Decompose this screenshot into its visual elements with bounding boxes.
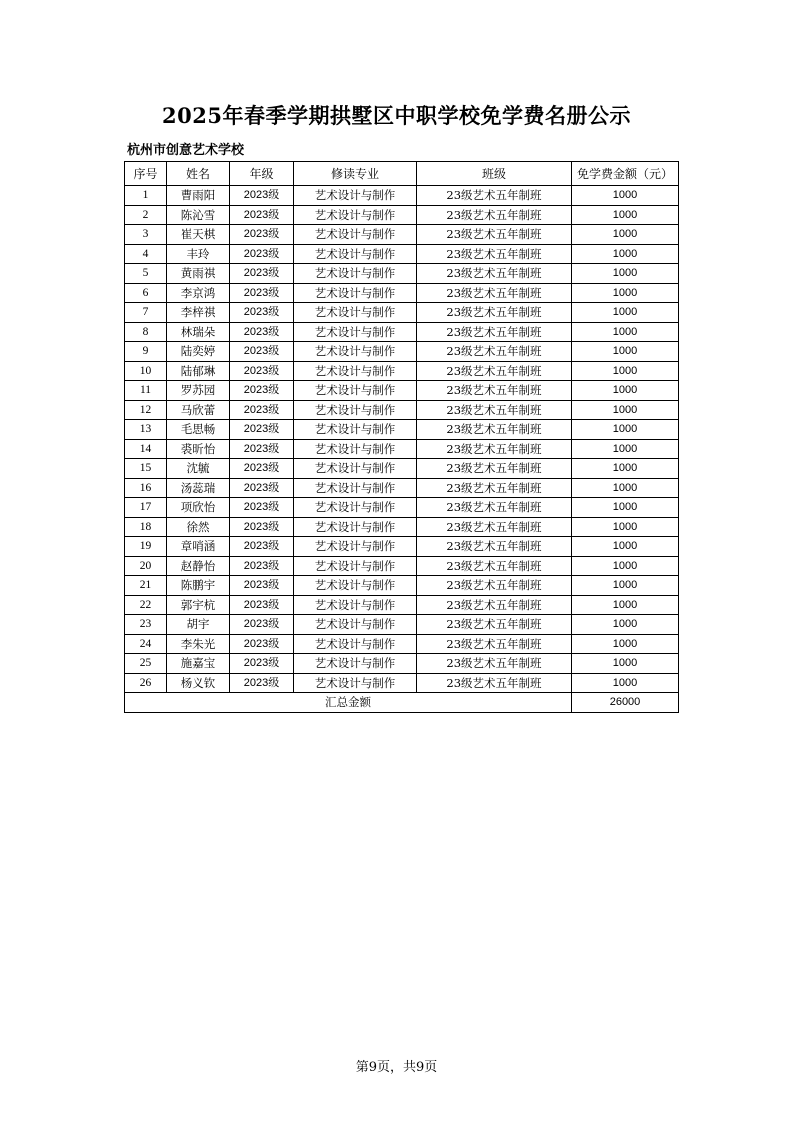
table-row	[125, 498, 679, 518]
table-row	[125, 400, 679, 420]
cell-grade: 2023级	[230, 556, 294, 576]
cell-major: 艺术设计与制作	[294, 654, 417, 674]
cell-serial-no: 20	[125, 556, 167, 576]
cell-serial-no: 7	[125, 303, 167, 323]
cell-major: 艺术设计与制作	[294, 186, 417, 206]
cell-major: 艺术设计与制作	[294, 420, 417, 440]
cell-major: 艺术设计与制作	[294, 381, 417, 401]
cell-major: 艺术设计与制作	[294, 634, 417, 654]
cell-name: 陆郁琳	[167, 361, 230, 381]
cell-waiver-amount: 1000	[572, 634, 679, 654]
cell-serial-no: 14	[125, 439, 167, 459]
cell-grade: 2023级	[230, 322, 294, 342]
table-row	[125, 634, 679, 654]
cell-grade: 2023级	[230, 517, 294, 537]
cell-waiver-amount: 1000	[572, 595, 679, 615]
header-grade: 年级	[230, 162, 294, 186]
cell-major: 艺术设计与制作	[294, 283, 417, 303]
cell-class: 23级艺术五年制班	[417, 517, 572, 537]
cell-class: 23级艺术五年制班	[417, 283, 572, 303]
cell-name: 杨义钦	[167, 673, 230, 693]
cell-serial-no: 22	[125, 595, 167, 615]
cell-class: 23级艺术五年制班	[417, 654, 572, 674]
cell-grade: 2023级	[230, 205, 294, 225]
cell-major: 艺术设计与制作	[294, 342, 417, 362]
table-row	[125, 264, 679, 284]
cell-grade: 2023级	[230, 498, 294, 518]
cell-class: 23级艺术五年制班	[417, 205, 572, 225]
cell-waiver-amount: 1000	[572, 673, 679, 693]
table-row	[125, 517, 679, 537]
cell-waiver-amount: 1000	[572, 517, 679, 537]
cell-class: 23级艺术五年制班	[417, 361, 572, 381]
cell-name: 赵静怡	[167, 556, 230, 576]
cell-grade: 2023级	[230, 654, 294, 674]
cell-class: 23级艺术五年制班	[417, 225, 572, 245]
cell-waiver-amount: 1000	[572, 576, 679, 596]
cell-serial-no: 16	[125, 478, 167, 498]
total-row	[125, 693, 679, 713]
cell-serial-no: 4	[125, 244, 167, 264]
cell-class: 23级艺术五年制班	[417, 576, 572, 596]
cell-serial-no: 12	[125, 400, 167, 420]
cell-grade: 2023级	[230, 381, 294, 401]
cell-class: 23级艺术五年制班	[417, 400, 572, 420]
cell-grade: 2023级	[230, 225, 294, 245]
cell-name: 罗苏园	[167, 381, 230, 401]
page-title: 2025年春季学期拱墅区中职学校免学费名册公示	[162, 103, 631, 128]
cell-class: 23级艺术五年制班	[417, 459, 572, 479]
cell-class: 23级艺术五年制班	[417, 303, 572, 323]
cell-major: 艺术设计与制作	[294, 478, 417, 498]
cell-major: 艺术设计与制作	[294, 595, 417, 615]
cell-grade: 2023级	[230, 244, 294, 264]
cell-name: 胡宇	[167, 615, 230, 635]
cell-major: 艺术设计与制作	[294, 361, 417, 381]
cell-name: 郭宇杭	[167, 595, 230, 615]
cell-name: 丰玲	[167, 244, 230, 264]
cell-major: 艺术设计与制作	[294, 556, 417, 576]
cell-class: 23级艺术五年制班	[417, 556, 572, 576]
cell-serial-no: 17	[125, 498, 167, 518]
cell-name: 李梓祺	[167, 303, 230, 323]
cell-name: 毛思畅	[167, 420, 230, 440]
table-row	[125, 439, 679, 459]
cell-waiver-amount: 1000	[572, 537, 679, 557]
cell-major: 艺术设计与制作	[294, 673, 417, 693]
cell-waiver-amount: 1000	[572, 615, 679, 635]
cell-class: 23级艺术五年制班	[417, 615, 572, 635]
table-row	[125, 537, 679, 557]
cell-serial-no: 9	[125, 342, 167, 362]
cell-major: 艺术设计与制作	[294, 264, 417, 284]
tuition-waiver-table	[124, 161, 679, 713]
cell-serial-no: 5	[125, 264, 167, 284]
cell-grade: 2023级	[230, 459, 294, 479]
table-row	[125, 342, 679, 362]
cell-name: 李朱光	[167, 634, 230, 654]
cell-class: 23级艺术五年制班	[417, 244, 572, 264]
cell-waiver-amount: 1000	[572, 381, 679, 401]
header-name: 姓名	[167, 162, 230, 186]
cell-serial-no: 25	[125, 654, 167, 674]
cell-name: 马欣蕾	[167, 400, 230, 420]
cell-class: 23级艺术五年制班	[417, 322, 572, 342]
cell-name: 李京鸿	[167, 283, 230, 303]
cell-grade: 2023级	[230, 186, 294, 206]
cell-major: 艺术设计与制作	[294, 244, 417, 264]
cell-serial-no: 2	[125, 205, 167, 225]
cell-class: 23级艺术五年制班	[417, 634, 572, 654]
cell-class: 23级艺术五年制班	[417, 439, 572, 459]
cell-major: 艺术设计与制作	[294, 498, 417, 518]
cell-name: 陈沁雪	[167, 205, 230, 225]
cell-name: 陈鹏宇	[167, 576, 230, 596]
cell-waiver-amount: 1000	[572, 654, 679, 674]
cell-class: 23级艺术五年制班	[417, 381, 572, 401]
school-name: 杭州市创意艺术学校	[127, 143, 245, 158]
cell-waiver-amount: 1000	[572, 439, 679, 459]
cell-waiver-amount: 1000	[572, 556, 679, 576]
cell-major: 艺术设计与制作	[294, 615, 417, 635]
cell-waiver-amount: 1000	[572, 303, 679, 323]
cell-major: 艺术设计与制作	[294, 439, 417, 459]
cell-grade: 2023级	[230, 537, 294, 557]
total-label: 汇总金额	[125, 693, 572, 713]
cell-waiver-amount: 1000	[572, 420, 679, 440]
cell-waiver-amount: 1000	[572, 205, 679, 225]
table-row	[125, 595, 679, 615]
cell-grade: 2023级	[230, 673, 294, 693]
cell-serial-no: 24	[125, 634, 167, 654]
cell-class: 23级艺术五年制班	[417, 595, 572, 615]
total-amount: 26000	[572, 693, 679, 713]
cell-serial-no: 3	[125, 225, 167, 245]
cell-waiver-amount: 1000	[572, 400, 679, 420]
table-row	[125, 478, 679, 498]
cell-name: 裘昕怡	[167, 439, 230, 459]
cell-serial-no: 23	[125, 615, 167, 635]
table-row	[125, 225, 679, 245]
header-major: 修读专业	[294, 162, 417, 186]
cell-grade: 2023级	[230, 361, 294, 381]
table-row	[125, 186, 679, 206]
table-row	[125, 556, 679, 576]
cell-class: 23级艺术五年制班	[417, 673, 572, 693]
cell-name: 徐然	[167, 517, 230, 537]
cell-major: 艺术设计与制作	[294, 400, 417, 420]
cell-name: 黄雨祺	[167, 264, 230, 284]
cell-class: 23级艺术五年制班	[417, 420, 572, 440]
cell-waiver-amount: 1000	[572, 498, 679, 518]
cell-waiver-amount: 1000	[572, 186, 679, 206]
header-waiver-amount: 免学费金额（元）	[572, 162, 679, 186]
cell-grade: 2023级	[230, 303, 294, 323]
cell-major: 艺术设计与制作	[294, 537, 417, 557]
table-body	[125, 186, 679, 693]
cell-serial-no: 13	[125, 420, 167, 440]
table-row	[125, 576, 679, 596]
cell-name: 曹雨阳	[167, 186, 230, 206]
cell-waiver-amount: 1000	[572, 264, 679, 284]
cell-major: 艺术设计与制作	[294, 303, 417, 323]
table-row	[125, 673, 679, 693]
cell-grade: 2023级	[230, 400, 294, 420]
table-row	[125, 322, 679, 342]
table-row	[125, 205, 679, 225]
cell-name: 施嘉宝	[167, 654, 230, 674]
cell-major: 艺术设计与制作	[294, 225, 417, 245]
table-row	[125, 303, 679, 323]
cell-class: 23级艺术五年制班	[417, 478, 572, 498]
header-class: 班级	[417, 162, 572, 186]
cell-grade: 2023级	[230, 576, 294, 596]
cell-major: 艺术设计与制作	[294, 517, 417, 537]
cell-serial-no: 8	[125, 322, 167, 342]
cell-serial-no: 6	[125, 283, 167, 303]
cell-major: 艺术设计与制作	[294, 459, 417, 479]
table-row	[125, 381, 679, 401]
cell-name: 林瑞朵	[167, 322, 230, 342]
cell-serial-no: 19	[125, 537, 167, 557]
cell-waiver-amount: 1000	[572, 478, 679, 498]
cell-grade: 2023级	[230, 439, 294, 459]
table-row	[125, 361, 679, 381]
table-row	[125, 459, 679, 479]
cell-serial-no: 15	[125, 459, 167, 479]
table-row	[125, 615, 679, 635]
page-number: 第9页，共9页	[355, 1060, 438, 1075]
cell-serial-no: 26	[125, 673, 167, 693]
cell-major: 艺术设计与制作	[294, 576, 417, 596]
cell-waiver-amount: 1000	[572, 361, 679, 381]
cell-name: 章哨涵	[167, 537, 230, 557]
cell-class: 23级艺术五年制班	[417, 186, 572, 206]
cell-class: 23级艺术五年制班	[417, 498, 572, 518]
cell-major: 艺术设计与制作	[294, 322, 417, 342]
table-row	[125, 283, 679, 303]
cell-waiver-amount: 1000	[572, 322, 679, 342]
header-serial-no: 序号	[125, 162, 167, 186]
cell-class: 23级艺术五年制班	[417, 342, 572, 362]
cell-grade: 2023级	[230, 615, 294, 635]
cell-name: 沈毓	[167, 459, 230, 479]
cell-grade: 2023级	[230, 478, 294, 498]
cell-name: 陆奕婷	[167, 342, 230, 362]
cell-class: 23级艺术五年制班	[417, 264, 572, 284]
cell-name: 汤蕊瑞	[167, 478, 230, 498]
cell-grade: 2023级	[230, 420, 294, 440]
cell-serial-no: 10	[125, 361, 167, 381]
cell-grade: 2023级	[230, 342, 294, 362]
cell-grade: 2023级	[230, 595, 294, 615]
cell-name: 项欣怡	[167, 498, 230, 518]
cell-waiver-amount: 1000	[572, 225, 679, 245]
table-row	[125, 654, 679, 674]
cell-waiver-amount: 1000	[572, 459, 679, 479]
table-header-row	[125, 162, 679, 186]
cell-waiver-amount: 1000	[572, 244, 679, 264]
cell-major: 艺术设计与制作	[294, 205, 417, 225]
cell-waiver-amount: 1000	[572, 342, 679, 362]
cell-grade: 2023级	[230, 264, 294, 284]
cell-serial-no: 21	[125, 576, 167, 596]
cell-grade: 2023级	[230, 283, 294, 303]
cell-serial-no: 11	[125, 381, 167, 401]
cell-name: 崔天棋	[167, 225, 230, 245]
cell-waiver-amount: 1000	[572, 283, 679, 303]
table-row	[125, 244, 679, 264]
cell-serial-no: 18	[125, 517, 167, 537]
cell-serial-no: 1	[125, 186, 167, 206]
cell-class: 23级艺术五年制班	[417, 537, 572, 557]
cell-grade: 2023级	[230, 634, 294, 654]
table-row	[125, 420, 679, 440]
